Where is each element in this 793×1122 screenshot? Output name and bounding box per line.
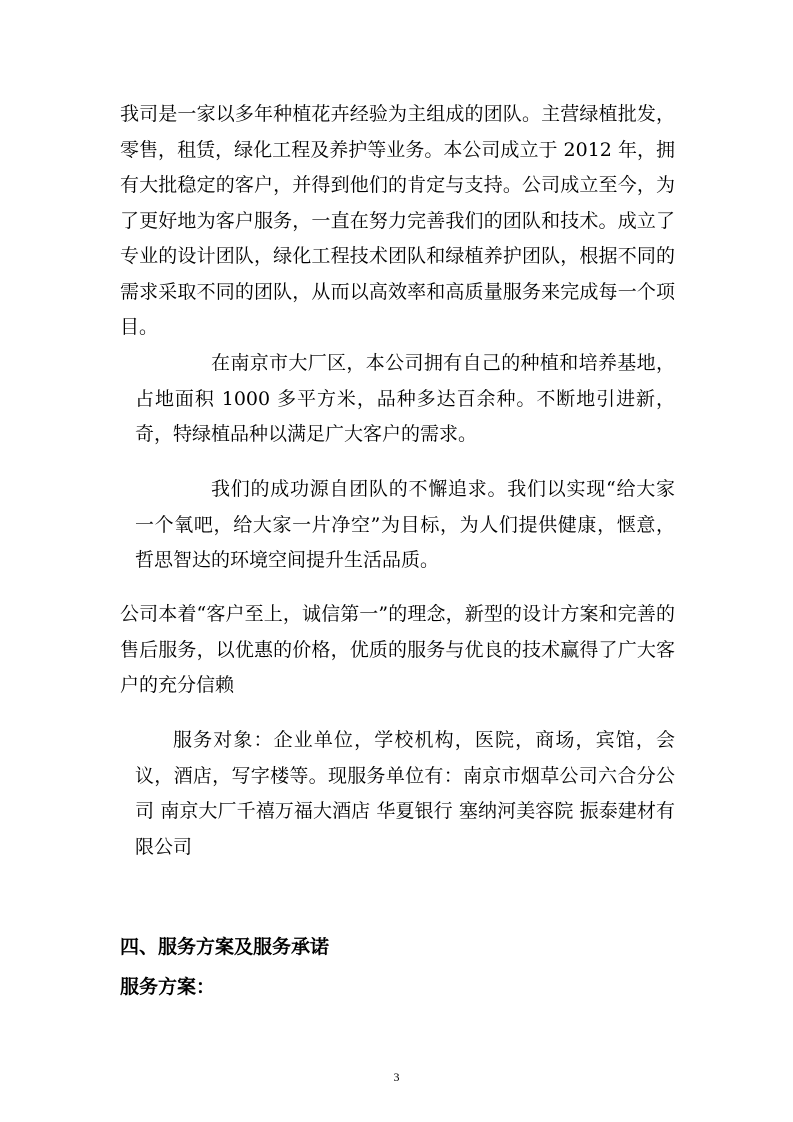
planting-base-paragraph: 在南京市大厂区，本公司拥有自己的种植和培养基地，占地面积 1000 多平方米，品种多达百余种。不断地引进新，奇，特绿植品种以满足广大客户的需求。 bbox=[135, 352, 675, 445]
intro-paragraph: 我司是一家以多年种植花卉经验为主组成的团队。主营绿植批发，零售，租赁，绿化工程及养护等业务。本公司成立于 2012 年，拥有大批稳定的客户，并得到他们的肯定与支持。公司成立至今，为了更好地为客户服务，一直在努力完善我们的团队和技术。成立了专业的设计团队，绿化工程技术团队和绿植养护团队，根据不同的需求采取不同的团队，从而以高效率和高质量服务来完成每一个项目。 bbox=[120, 103, 675, 338]
subheading: 服务方案： bbox=[120, 976, 216, 998]
mission-paragraph: 我们的成功源自团队的不懈追求。我们以实现“给大家一个氧吧，给大家一片净空”为目标，为人们提供健康，惬意，哲思智达的环境空间提升生活品质。 bbox=[135, 478, 675, 571]
service-targets-paragraph: 服务对象：企业单位，学校机构，医院，商场，宾馆，会议，酒店，写字楼等。现服务单位有：南京市烟草公司六合分公司 南京大厂千禧万福大酒店 华夏银行 塞纳河美容院 振泰建材有限公司 bbox=[135, 729, 675, 858]
philosophy-paragraph: 公司本着“客户至上，诚信第一”的理念，新型的设计方案和完善的售后服务，以优惠的价格，优质的服务与优良的技术赢得了广大客户的充分信赖 bbox=[120, 603, 675, 696]
section-heading: 四、服务方案及服务承诺 bbox=[120, 936, 330, 958]
page-number: 3 bbox=[393, 1070, 400, 1084]
